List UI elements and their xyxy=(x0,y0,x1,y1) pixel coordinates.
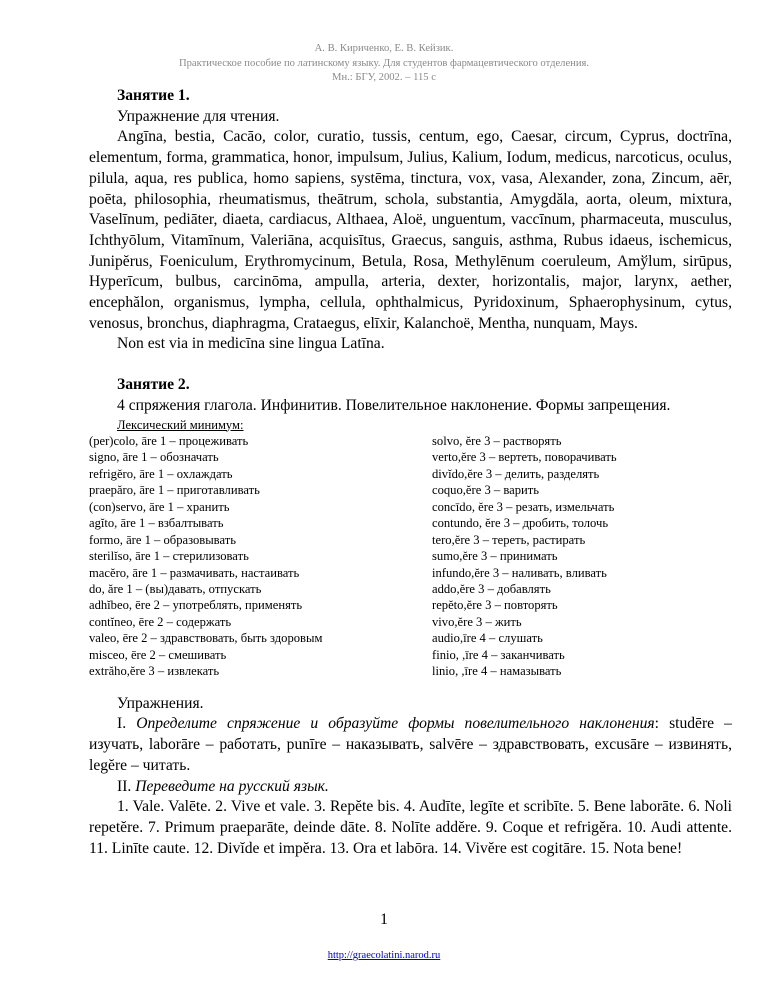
header-publisher: Мн.: БГУ, 2002. – 115 с xyxy=(332,72,436,83)
lexicon-right-column xyxy=(432,433,732,680)
footer-url-link[interactable]: http://graecolatini.narod.ru xyxy=(327,950,441,961)
lexicon-entry: refrigĕro, āre 1 – охлаждать xyxy=(89,466,233,481)
lexicon-entry: adhĭbeo, ēre 2 – употреблять, применять xyxy=(89,598,303,613)
lexicon-left-column xyxy=(89,433,432,680)
lexicon-entry: sumo,ĕre 3 – принимать xyxy=(432,549,558,564)
lexicon-entry: misceo, ēre 2 – смешивать xyxy=(89,647,227,662)
lesson1-subtitle: Упражнение для чтения. xyxy=(117,107,280,125)
exercise-2-heading xyxy=(89,777,732,798)
page-number: 1 xyxy=(380,911,388,928)
footer-url xyxy=(0,950,768,961)
lexicon-entry: do, ăre 1 – (вы)давать, отпускать xyxy=(89,582,262,597)
exercise-1-task: Определите спряжение и образуйте формы повелительного наклонения xyxy=(136,715,655,733)
lexicon-entry: valeo, ēre 2 – здравствовать, быть здоровым xyxy=(89,631,323,646)
lexicon-entry: vivo,ĕre 3 – жить xyxy=(432,614,522,629)
exercise-2-number: II. xyxy=(117,777,132,795)
lexicon-entry: (per)colo, āre 1 – процеживать xyxy=(89,433,249,448)
lexicon-entry: verto,ĕre 3 – вертеть, поворачивать xyxy=(432,450,617,465)
header-authors: А. В. Кириченко, Е. В. Кейзик. xyxy=(314,43,454,54)
lexicon-entry: contundo, ĕre 3 – дробить, толочь xyxy=(432,516,609,531)
exercise-1-words: studēre – изучать, laborāre – работать, punīre – наказывать, salvēre – здравствовать, excusāre – извинять, legĕre – читать. xyxy=(89,715,732,774)
lexicon-entry: coquo,ĕre 3 – варить xyxy=(432,483,539,498)
running-header xyxy=(0,42,768,86)
lexicon-entry: formo, āre 1 – образовывать xyxy=(89,532,236,547)
exercise-1 xyxy=(89,714,732,776)
lexicon-entry: praepăro, āre 1 – приготавливать xyxy=(89,483,260,498)
lexicon-entry: linio, ,īre 4 – намазывать xyxy=(432,664,562,679)
page-body xyxy=(89,86,732,859)
exercises-section xyxy=(89,694,732,860)
lexicon-entry: concīdo, ĕre 3 – резать, измельчать xyxy=(432,499,615,514)
exercises-title: Упражнения. xyxy=(117,694,204,712)
lesson1-reading-words: Angīna, bestia, Cacāo, color, curatio, tussis, centum, ego, Caesar, circum, Cyprus, doctrīna, elementum, forma, grammatica, honor, impulsum, Julius, Kalium, Iodum, medicus, narcoticus, oculus, pilula, aqua, res publica, homo sapiens, systēma, tinctura, vox, vasa, Alexander, zona, Zincum, aēr, poēta, philosophia, rheumatismus, theātrum, schola, substantia, Amygdăla, aorta, oleum, mixtura, Vaselīnum, pediāter, diaeta, cardiacus, Althaea, Aloë, unguentum, vaccīnum, pharmaceuta, musculus, Ichthyōlum, Vitamīnum, Valeriāna, acquisītus, Graecus, sanguis, asthma, Rubus idaeus, ischemicus, Junipĕrus, Foeniculum, Erythromycinum, Betula, Rosa, Methylēnum coeruleum, Amўlum, sirūpus, Hyperīcum, bulbus, carcinōma, ampulla, arteria, dexter, horizontalis, major, larynx, aether, encephălon, organismus, lympha, cellula, ophthalmicus, Pyridoxinum, Sphaerophysinum, cytus, venosus, bronchus, diaphragma, Crataegus, elīxir, Kalanchoë, Mentha, nunquam, Mays. xyxy=(89,128,732,332)
lexicon-entry: signo, āre 1 – обозначать xyxy=(89,450,219,465)
lexicon-entry: audio,īre 4 – слушать xyxy=(432,631,543,646)
lesson1-title: Занятие 1. xyxy=(117,87,190,104)
lexicon-entry: extrăho,ĕre 3 – извлекать xyxy=(89,664,220,679)
exercise-2-text: 1. Vale. Valēte. 2. Vive et vale. 3. Repĕte bis. 4. Audīte, legīte et scribīte. 5. Bene laborāte. 6. Noli repetĕre. 7. Primum praeparāte, deinde dāte. 8. Nolīte addĕre. 9. Coque et refrigĕra. 10. Audi attente. 11. Linīte caute. 12. Divĭde et impĕra. 13. Ora et labōra. 14. Vivĕre est cogitāre. 15. Nota bene! xyxy=(89,798,732,857)
lexicon-entry: agĭto, āre 1 – взбалтывать xyxy=(89,516,224,531)
lexicon-entry: sterilĭso, āre 1 – стерилизовать xyxy=(89,549,249,564)
lexicon-entry: solvo, ĕre 3 – растворять xyxy=(432,433,562,448)
lesson2-subtitle: 4 спряжения глагола. Инфинитив. Повелительное наклонение. Формы запрещения. xyxy=(117,396,671,414)
lexicon-entry: infundo,ĕre 3 – наливать, вливать xyxy=(432,565,607,580)
lexicon-title: Лексический минимум: xyxy=(117,417,244,432)
lexicon-entry: macĕro, āre 1 – размачивать, настаивать xyxy=(89,565,300,580)
lexicon-entry: tero,ĕre 3 – тереть, растирать xyxy=(432,532,586,547)
lexicon-table xyxy=(89,433,732,680)
lexicon-entry: divĭdo,ĕre 3 – делить, разделять xyxy=(432,466,600,481)
exercise-1-number: I. xyxy=(117,715,127,733)
lesson2-title: Занятие 2. xyxy=(117,376,190,394)
lexicon-entry: repĕto,ĕre 3 – повторять xyxy=(432,598,558,613)
lexicon-entry: finio, ,īre 4 – заканчивать xyxy=(432,647,565,662)
lexicon-entry: contĭneo, ēre 2 – содержать xyxy=(89,614,232,629)
header-book-title: Практическое пособие по латинскому языку. Для студентов фармацевтического отделения. xyxy=(178,57,590,69)
lexicon-entry: (con)servo, āre 1 – хранить xyxy=(89,499,230,514)
exercise-1-colon: : xyxy=(654,715,659,733)
exercise-2-task: Переведите на русский язык. xyxy=(135,777,329,795)
lexicon-entry: addo,ĕre 3 – добавлять xyxy=(432,582,551,597)
lesson1-sentence: Non est via in medicīna sine lingua Latīna. xyxy=(117,335,385,353)
